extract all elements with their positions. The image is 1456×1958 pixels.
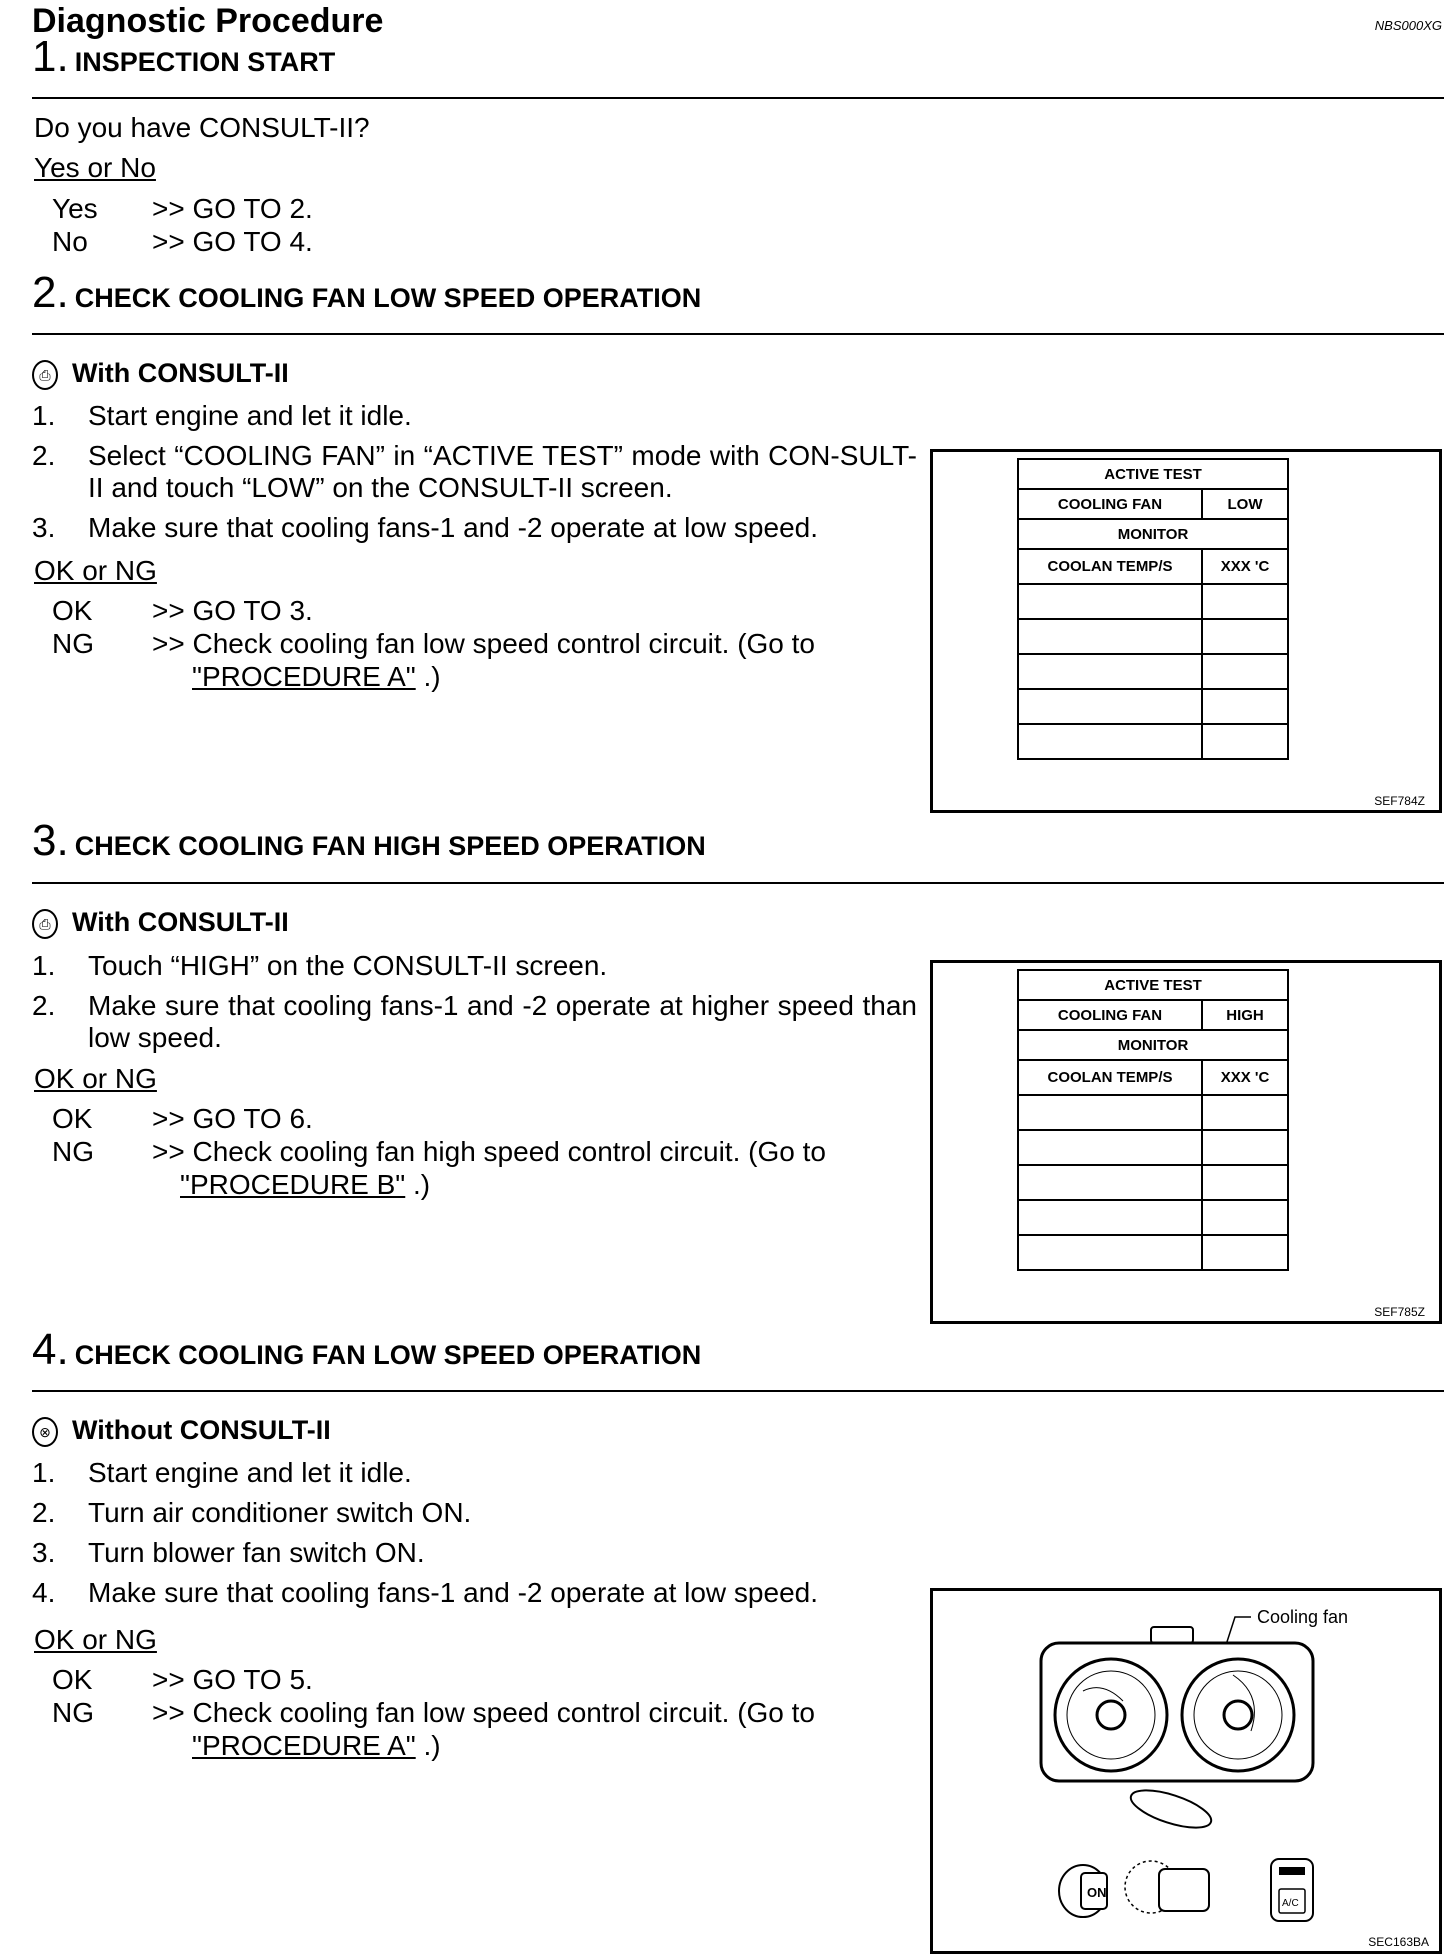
step3-choice: OK or NG xyxy=(34,1063,157,1094)
step4-answer-ng: NG >> Check cooling fan low speed control circuit. (Go to "PROCEDURE A" .) xyxy=(52,1697,816,1761)
table-header: ACTIVE TEST xyxy=(1018,459,1288,489)
list-item: 1. Start engine and let it idle. xyxy=(32,400,412,431)
list-item: 1. Start engine and let it idle. xyxy=(32,1457,412,1488)
step4-heading xyxy=(32,1325,701,1375)
page-code: NBS000XG xyxy=(1374,18,1442,33)
step4-divider xyxy=(32,1390,1444,1392)
step1-heading xyxy=(32,32,335,82)
step1-divider xyxy=(32,97,1444,99)
step2-list xyxy=(32,400,917,552)
page-title: Diagnostic Procedure xyxy=(32,2,384,40)
consult-icon: ⎙ xyxy=(32,909,58,939)
step3-number: 3. xyxy=(32,816,69,865)
step4-title: CHECK COOLING FAN LOW SPEED OPERATION xyxy=(74,1340,702,1370)
answer-text: >> GO TO 4. xyxy=(152,226,313,257)
answer-text: >> GO TO 2. xyxy=(152,193,313,224)
active-test-table: ACTIVE TEST COOLING FAN LOW MONITOR COOLAN TEMP/S XXX 'C xyxy=(1017,458,1289,760)
list-item: 3. Turn blower fan switch ON. xyxy=(32,1537,425,1568)
figure-code: SEF784Z xyxy=(1374,794,1425,808)
step3-figure xyxy=(930,960,1442,1324)
answer-key: Yes xyxy=(52,193,98,224)
step4-choice: OK or NG xyxy=(34,1624,157,1655)
figure-code: SEF785Z xyxy=(1374,1305,1425,1319)
cooling-fan-callout: Cooling fan xyxy=(1257,1607,1349,1627)
active-test-table: ACTIVE TEST COOLING FAN HIGH MONITOR COOLAN TEMP/S XXX 'C xyxy=(1017,969,1289,1271)
no-consult-icon: ⊗ xyxy=(32,1417,58,1447)
list-item: 3. Make sure that cooling fans-1 and -2 operate at low speed. xyxy=(32,512,818,543)
step3-divider xyxy=(32,882,1444,884)
step3-title: CHECK COOLING FAN HIGH SPEED OPERATION xyxy=(74,831,706,861)
step1-title: INSPECTION START xyxy=(74,47,336,77)
step1-answer-yes xyxy=(34,192,313,225)
step3-answer-ng: NG >> Check cooling fan high speed control circuit. (Go to "PROCEDURE B" .) xyxy=(52,1136,826,1200)
step4-list xyxy=(32,1457,917,1617)
list-item: 1. Touch “HIGH” on the CONSULT-II screen. xyxy=(32,950,608,981)
step1-number: 1. xyxy=(32,32,69,81)
list-item: 2. Turn air conditioner switch ON. xyxy=(32,1497,472,1528)
consult-icon: ⎙ xyxy=(32,360,58,390)
step4-answer-ok: OK >> GO TO 5. xyxy=(52,1664,313,1695)
procedure-a-link[interactable]: "PROCEDURE A" xyxy=(192,661,416,692)
step2-subheading xyxy=(32,358,289,390)
cooling-fan-illustration xyxy=(933,1591,1439,1951)
on-label: ON xyxy=(1087,1885,1107,1900)
step4-figure xyxy=(930,1588,1442,1954)
step3-answer-ok: OK >> GO TO 6. xyxy=(52,1103,313,1134)
procedure-b-link[interactable]: "PROCEDURE B" xyxy=(180,1169,406,1200)
procedure-a-link[interactable]: "PROCEDURE A" xyxy=(192,1730,416,1761)
step2-answer-ok: OK >> GO TO 3. xyxy=(52,595,313,626)
step2-choice: OK or NG xyxy=(34,555,157,586)
figure-code: SEC163BA xyxy=(1368,1935,1429,1949)
step2-number: 2. xyxy=(32,268,69,317)
step1-question: Do you have CONSULT-II? xyxy=(34,112,370,143)
list-item: 2. Make sure that cooling fans-1 and -2 operate at higher speed than low speed. xyxy=(32,990,917,1053)
step2-answer-ng: NG >> Check cooling fan low speed control circuit. (Go to "PROCEDURE A" .) xyxy=(52,628,816,692)
step1-choice: Yes or No xyxy=(34,152,156,183)
step2-figure xyxy=(930,449,1442,813)
list-item: 4. Make sure that cooling fans-1 and -2 operate at low speed. xyxy=(32,1577,818,1608)
step3-subheading: ⎙ With CONSULT-II xyxy=(32,907,289,939)
step2-divider xyxy=(32,333,1444,335)
step4-subheading: ⊗ Without CONSULT-II xyxy=(32,1415,331,1447)
step3-heading xyxy=(32,816,706,866)
answer-key: No xyxy=(52,226,88,257)
ac-label: A/C xyxy=(1282,1898,1299,1909)
step3-list xyxy=(32,950,917,1062)
list-item: 2. Select “COOLING FAN” in “ACTIVE TEST” mode with CON-SULT-II and touch “LOW” on the CONSULT-II screen. xyxy=(32,440,917,503)
step2-heading xyxy=(32,268,701,318)
step1-answer-no xyxy=(34,225,313,258)
step2-sub-label: With CONSULT-II xyxy=(72,358,289,388)
step4-number: 4. xyxy=(32,1325,69,1374)
step2-title: CHECK COOLING FAN LOW SPEED OPERATION xyxy=(74,283,702,313)
